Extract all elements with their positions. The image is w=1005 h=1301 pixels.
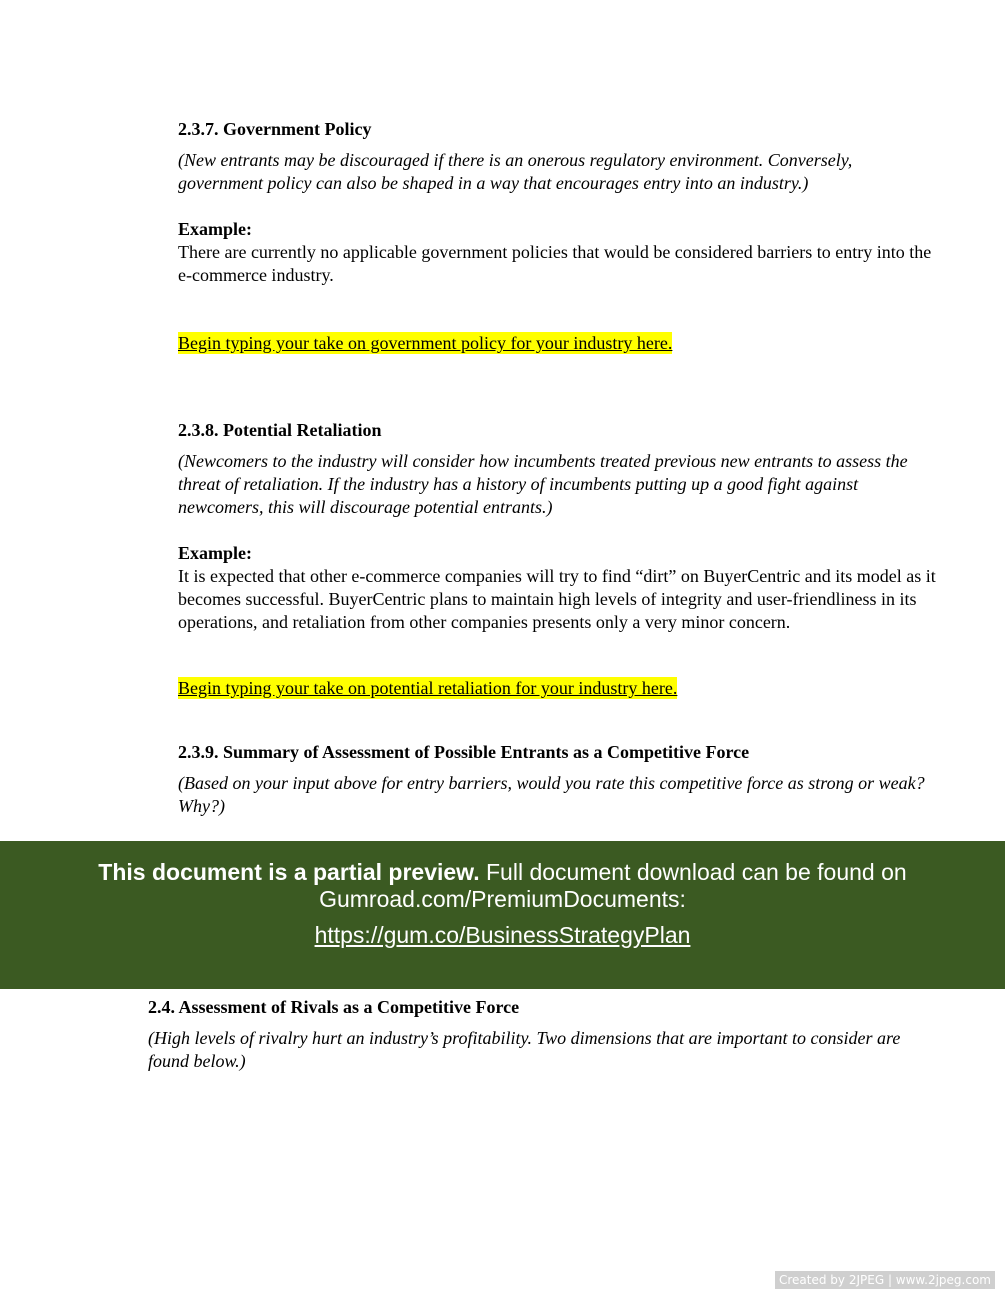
preview-banner	[0, 841, 1005, 989]
section-heading: 2.4. Assessment of Rivals as a Competitive Force	[148, 997, 520, 1017]
section-heading: 2.3.7. Government Policy	[178, 119, 372, 139]
section-heading: 2.3.8. Potential Retaliation	[178, 420, 382, 440]
banner-message	[0, 859, 1005, 913]
example-text: It is expected that other e-commerce companies will try to find “dirt” on BuyerCentric and its model as it becomes successful. BuyerCentric plans to maintain high levels of integrity and user-friendliness in its operations, and retaliation from other companies presents only a very minor concern.	[178, 566, 936, 632]
section-government-policy	[178, 118, 938, 287]
example-label: Example:	[178, 219, 252, 239]
section-summary-entrants	[178, 741, 938, 818]
download-link[interactable]: https://gum.co/BusinessStrategyPlan	[314, 922, 691, 948]
banner-bold-text: This document is a partial preview.	[98, 859, 480, 885]
typing-prompt-government-policy[interactable]: Begin typing your take on government policy for your industry here.	[178, 333, 673, 353]
watermark-label: Created by 2JPEG | www.2jpeg.com	[775, 1271, 995, 1289]
section-intro: (Based on your input above for entry barriers, would you rate this competitive force as strong or weak? Why?)	[178, 773, 925, 816]
section-intro: (High levels of rivalry hurt an industry’s profitability. Two dimensions that are important to consider are found below.)	[148, 1028, 901, 1071]
example-label: Example:	[178, 543, 252, 563]
banner-text: Full document download can be found on Gumroad.com/PremiumDocuments:	[319, 859, 907, 912]
section-potential-retaliation	[178, 419, 938, 634]
section-heading: 2.3.9. Summary of Assessment of Possible Entrants as a Competitive Force	[178, 742, 750, 762]
section-intro: (Newcomers to the industry will consider how incumbents treated previous new entrants to assess the threat of retaliation. If the industry has a history of incumbents putting up a good fight against newcomers, this will discourage potential entrants.)	[178, 451, 908, 517]
section-intro: (New entrants may be discouraged if there is an onerous regulatory environment. Conversely, government policy can also be shaped in a way that encourages entry into an industry.)	[178, 150, 853, 193]
example-text: There are currently no applicable government policies that would be considered barriers to entry into the e-commerce industry.	[178, 242, 932, 285]
section-rivals	[148, 996, 908, 1073]
typing-prompt-potential-retaliation[interactable]: Begin typing your take on potential retaliation for your industry here.	[178, 678, 678, 698]
